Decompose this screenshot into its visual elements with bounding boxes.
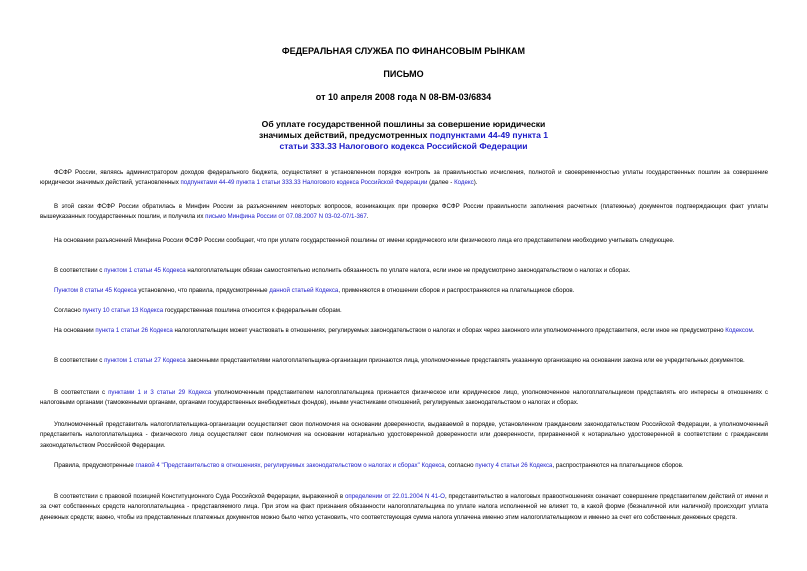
link-minfin-letter[interactable]: письмо Минфина России от 07.08.2007 N 03-02-07/1-367 xyxy=(205,213,367,221)
text: Согласно xyxy=(54,307,83,314)
link-tax-code-subparagraphs[interactable]: подпунктами 44-49 пункта 1 статьи 333.33 Налогового кодекса Российской Федерации xyxy=(180,179,428,187)
title-line-3 xyxy=(200,141,607,152)
link-article-26-point-4[interactable]: пункту 4 статьи 26 Кодекса xyxy=(475,462,553,469)
text: государственная пошлина относится к федеральным сборам. xyxy=(163,307,342,314)
document-title xyxy=(200,119,607,152)
text: На основании разъяснений Минфина России ФСФР России сообщает, что при уплате государственной пошлины от имени юридического или физического лица его представителем необходимо учитывать следующее. xyxy=(54,237,675,244)
text: Уполномоченный представитель налогоплательщика-организации осуществляет свои полномочия на основании доверенности, выдаваемой в порядке, установленном гражданским законодательством Российской Федерации, а уполномоченный представитель налогоплательщика - физического лица осуществляет свои полномочия на основании нотариально удостоверенной доверенности или доверенности, приравненной к нотариально удостоверенной в соответствии с гражданским законодательством Российской Федерации. xyxy=(40,421,768,449)
text: Правила, предусмотренные xyxy=(54,462,136,469)
link-chapter-4[interactable]: главой 4 "Представительство в отношениях, регулируемых законодательством о налогах и сборах" Кодекса xyxy=(135,462,445,469)
link-article-27-point-1[interactable]: пунктом 1 статьи 27 Кодекса xyxy=(104,357,186,364)
paragraph-4 xyxy=(40,266,768,276)
text: . xyxy=(752,327,755,334)
text: В соответствии с правовой позицией Конституционного Суда Российской Федерации, выраженной в xyxy=(54,493,345,500)
title-line-1: Об уплате государственной пошлины за совершение юридически xyxy=(261,119,546,129)
link-constitutional-court-ruling[interactable]: определении от 22.01.2004 N 41-О xyxy=(345,493,445,500)
text: , согласно xyxy=(444,462,476,469)
text: налогоплательщик обязан самостоятельно исполнить обязанность по уплате налога, если иное не предусмотрено законодательством о налогах и сборах. xyxy=(185,267,631,274)
link-this-article[interactable]: данной статьей Кодекса xyxy=(269,287,339,294)
text: ФСФР России, являясь администратором доходов федерального бюджета, осуществляет в установленном порядке контроль за правильностью исчисления, полнотой и своевременностью уплаты государственных пошлин за совершение юридически значимых действий, установленных xyxy=(40,169,768,187)
link-code[interactable]: Кодекс xyxy=(454,179,474,187)
text: В соответствии с xyxy=(54,389,109,396)
agency-heading: ФЕДЕРАЛЬНАЯ СЛУЖБА ПО ФИНАНСОВЫМ РЫНКАМ xyxy=(281,46,526,56)
title-line-2 xyxy=(200,130,607,141)
paragraph-6 xyxy=(40,306,768,316)
title-link-subparagraphs[interactable]: подпунктами 44-49 пункта 1 xyxy=(429,130,549,140)
text: уполномоченным представителем налогоплательщика признается физическое или юридическое лицо, уполномоченное налогоплательщиком представлять его интересы в отношениях с налоговыми органами (таможенными органами, органами государственных внебюджетных фондов), иными участниками отношений, регулируемых законодательством о налогах и сборах. xyxy=(40,389,768,407)
title-text: значимых действий, предусмотренных xyxy=(258,130,430,140)
text: . xyxy=(366,213,369,221)
paragraph-7 xyxy=(40,326,768,336)
text: В соответствии с xyxy=(54,357,105,364)
link-article-26-point-1[interactable]: пункта 1 статьи 26 Кодекса xyxy=(95,327,173,334)
link-article-45-point-8[interactable]: Пунктом 8 статьи 45 Кодекса xyxy=(54,287,137,294)
paragraph-12 xyxy=(40,492,768,523)
paragraph-10 xyxy=(40,420,768,451)
text: , распространяются на плательщиков сборов. xyxy=(552,462,684,469)
link-code-2[interactable]: Кодексом xyxy=(725,327,753,334)
paragraph-2 xyxy=(40,202,768,223)
text: установлено, что правила, предусмотренные xyxy=(136,287,270,294)
paragraph-5 xyxy=(40,286,768,296)
paragraph-3 xyxy=(40,236,768,246)
paragraph-11 xyxy=(40,461,768,471)
text: (далее - xyxy=(427,179,455,187)
link-article-13-point-10[interactable]: пункту 10 статьи 13 Кодекса xyxy=(82,307,164,314)
text: В этой связи ФСФР России обратилась в Минфин России за разъяснением некоторых вопросов, возникающих при проверке ФСФР России правильности заполнения расчетных (платежных) документов подтверждающих факт уплаты вышеуказанных государственных пошлин, и получила их xyxy=(40,203,768,221)
paragraph-1 xyxy=(40,168,768,189)
title-link-tax-code-article[interactable]: статьи 333.33 Налогового кодекса Российской Федерации xyxy=(279,141,528,151)
paragraph-9 xyxy=(40,388,768,409)
document-type-heading: ПИСЬМО xyxy=(383,69,424,79)
text: законными представителями налогоплательщика-организации признаются лица, уполномоченные представлять указанную организацию на основании закона или ее учредительных документов. xyxy=(185,357,745,364)
text: налогоплательщик может участвовать в отношениях, регулируемых законодательством о налогах и сборах через законного или уполномоченного представителя, если иное не предусмотрено xyxy=(172,327,726,334)
link-article-45-point-1[interactable]: пунктом 1 статьи 45 Кодекса xyxy=(104,267,186,274)
text: На основании xyxy=(54,327,96,334)
paragraph-8 xyxy=(40,356,768,366)
text: ). xyxy=(473,179,478,187)
link-article-29[interactable]: пунктами 1 и 3 статьи 29 Кодекса xyxy=(108,389,212,396)
text: , применяются в отношении сборов и распространяются на плательщиков сборов. xyxy=(338,287,575,294)
text: В соответствии с xyxy=(54,267,105,274)
document-date-line: от 10 апреля 2008 года N 08-ВМ-03/6834 xyxy=(315,92,492,102)
text: , представительство в налоговых правоотношениях означает совершение представителем действий от имени и за счет собственных средств налогоплательщика - представляемого лица. При этом на факт признания обязанности налогоплательщика по уплате налога исполненной не влияет то, в какой форме (безналичной или наличной) происходит уплата денежных средств; важно, чтобы из представленных платежных документов можно было четко установить, что соответствующая сумма налога уплачена именно этим налогоплательщиком и именно за счет его собственных денежных средств. xyxy=(40,493,768,521)
